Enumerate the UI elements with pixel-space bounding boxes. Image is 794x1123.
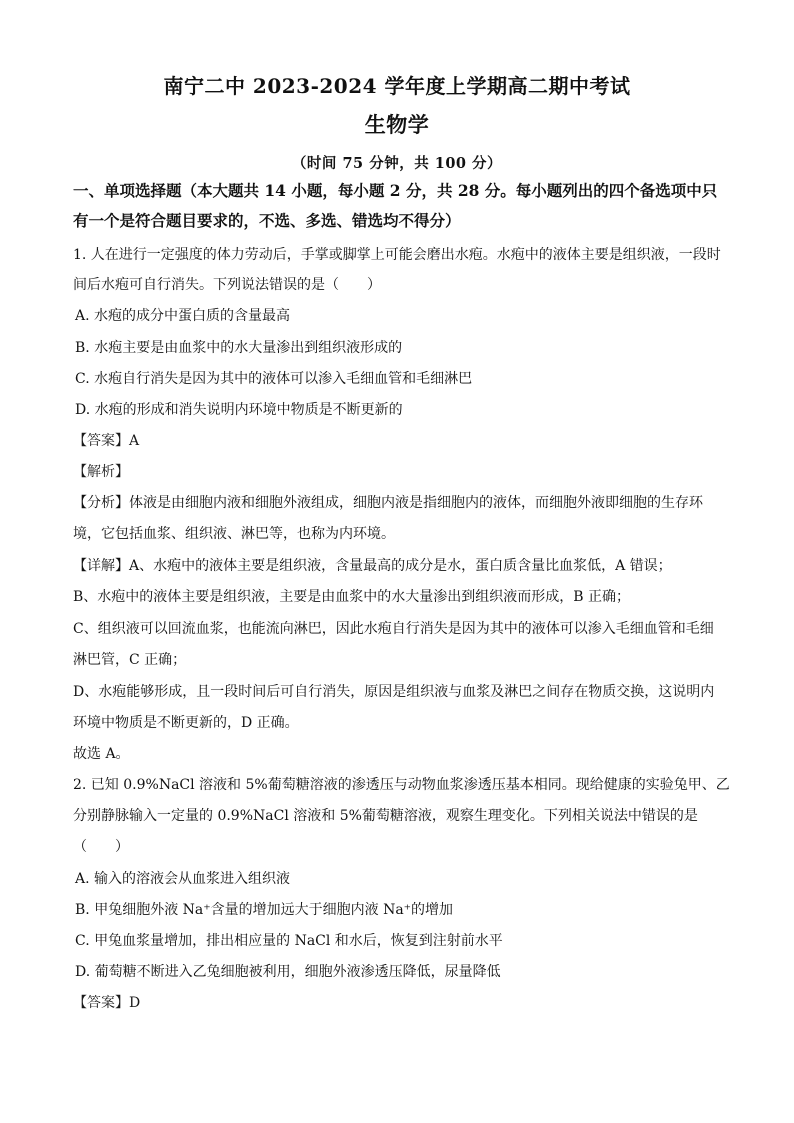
q1-detail-c-line-2: 淋巴管，C 正确； xyxy=(73,652,187,668)
q2-stem-line-3: （ ） xyxy=(73,839,129,855)
subject-title: 生物学 xyxy=(364,112,430,137)
q1-detail-d-line-1: D、水疱能够形成，且一段时间后可自行消失，原因是组织液与血浆及淋巴之间存在物质交换，这说明内 xyxy=(73,684,715,700)
q1-fenxi-line-2: 境，它包括血浆、组织液、淋巴等，也称为内环境。 xyxy=(73,526,395,542)
q2-option-a: A. 输入的溶液会从血浆进入组织液 xyxy=(75,871,291,887)
q2-option-d: D. 葡萄糖不断进入乙兔细胞被利用，细胞外液渗透压降低，尿量降低 xyxy=(75,964,501,980)
exam-title: 南宁二中 2023-2024 学年度上学期高二期中考试 xyxy=(163,74,631,98)
q1-option-d: D. 水疱的形成和消失说明内环境中物质是不断更新的 xyxy=(75,402,403,418)
q1-stem-line-2: 间后水疱可自行消失。下列说法错误的是（ ） xyxy=(73,277,381,293)
q1-detail-c-line-1: C、组织液可以回流血浆，也能流向淋巴，因此水疱自行消失是因为其中的液体可以渗入毛细血管和毛细 xyxy=(73,621,714,637)
q2-option-c: C. 甲兔血浆量增加，排出相应量的 NaCl 和水后，恢复到注射前水平 xyxy=(75,933,503,949)
q1-option-b: B. 水疱主要是由血浆中的水大量渗出到组织液形成的 xyxy=(75,340,403,356)
q1-option-c: C. 水疱自行消失是因为其中的液体可以渗入毛细血管和毛细淋巴 xyxy=(75,371,473,387)
q1-detail-b: B、水疱中的液体主要是组织液，主要是由血浆中的水大量渗出到组织液而形成，B 正确； xyxy=(73,589,631,605)
time-note: （时间 75 分钟，共 100 分） xyxy=(291,155,503,172)
q1-fenxi-line-1: 【分析】体液是由细胞内液和细胞外液组成，细胞内液是指细胞内的液体，而细胞外液即细胞的生存环 xyxy=(73,495,703,511)
q1-answer: 【答案】A xyxy=(73,433,140,449)
q2-option-b: B. 甲兔细胞外液 Na⁺含量的增加远大于细胞内液 Na⁺的增加 xyxy=(75,902,454,918)
q2-stem-line-2: 分别静脉输入一定量的 0.9%NaCl 溶液和 5%葡萄糖溶液，观察生理变化。下列相关说法中错误的是 xyxy=(73,808,698,824)
q1-detail-a: 【详解】A、水疱中的液体主要是组织液，含量最高的成分是水，蛋白质含量比血浆低，A 错误； xyxy=(73,558,672,574)
q1-analysis-label: 【解析】 xyxy=(73,464,129,480)
q1-option-a: A. 水疱的成分中蛋白质的含量最高 xyxy=(75,308,291,324)
q2-answer: 【答案】D xyxy=(73,995,141,1011)
q1-detail-d-line-2: 环境中物质是不断更新的，D 正确。 xyxy=(73,715,299,731)
q1-stem-line-1: 1. 人在进行一定强度的体力劳动后，手掌或脚掌上可能会磨出水疱。水疱中的液体主要是组织液，一段时 xyxy=(73,247,721,263)
section-heading-line-2: 有一个是符合题目要求的，不选、多选、错选均不得分） xyxy=(73,211,461,230)
section-heading-line-1: 一、单项选择题（本大题共 14 小题，每小题 2 分，共 28 分。每小题列出的四个备选项中只 xyxy=(73,181,718,200)
q1-conclusion: 故选 A。 xyxy=(73,746,130,762)
q2-stem-line-1: 2. 已知 0.9%NaCl 溶液和 5%葡萄糖溶液的渗透压与动物血浆渗透压基本相同。现给健康的实验兔甲、乙 xyxy=(73,777,730,793)
